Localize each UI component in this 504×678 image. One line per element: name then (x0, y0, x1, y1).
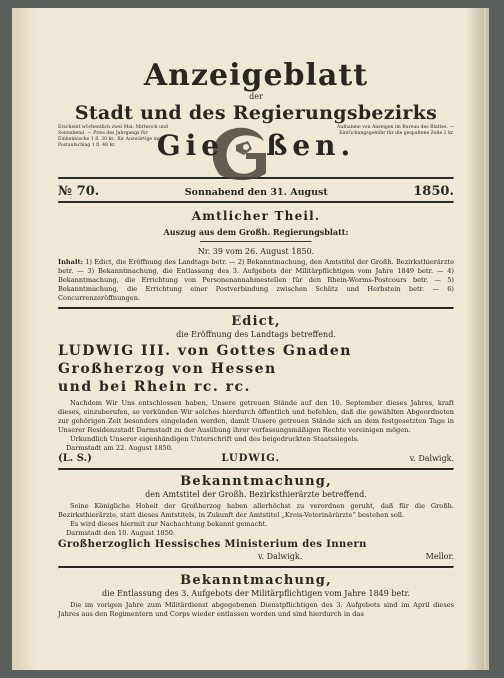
city-name-right: ßen. (266, 129, 356, 162)
binding-shadow (12, 8, 36, 670)
newspaper-page (12, 8, 484, 670)
notice1-heading: Bekanntmachung, (180, 474, 332, 489)
contents-label: Inhalt: (58, 258, 83, 266)
edict-ruler-line-2: und bei Rhein rc. rc. (58, 379, 251, 395)
edict-signature-row (58, 453, 454, 464)
section-rule-2 (58, 468, 454, 471)
masthead-note-right: Aufnahme von Anzeigen im Bureau des Blattes. — Einrückungsgebühr für die gespaltene Zeile 2 kr. (337, 125, 454, 136)
notice2-subheading: die Entlassung des 3. Aufgebots der Militärpflichtigen vom Jahre 1849 betr. (102, 589, 410, 598)
edict-countersign: v. Dalwigk. (409, 454, 454, 463)
edict-signature-note: Urkundlich Unserer eigenhändigen Unterschrift und des beigedruckten Staatssiegels. (70, 435, 360, 443)
city-name-left: Gie (156, 129, 225, 162)
masthead-city-row (58, 125, 454, 169)
issue-rule (58, 201, 454, 204)
edict-body: Nachdem Wir Uns entschlossen haben, Unsere getreuen Stände auf den 10. September dieses Jahres, kraft dieses, einzuberufen, so verkünden Wir solches hierdurch öffentlich und befehlen, daß die gewählten Abgeordneten zur gehörigen Zeit besonders eingeladen werden, damit Unsere getreuen Stände sich an dem festgesetzten Tage in Unserer Residenzstadt Darmstadt zu der Ausübung ihrer verfassungsmäßigen Rechte vereinigen mögen. (58, 399, 454, 434)
masthead-city-name (58, 129, 454, 162)
masthead-note-left: Erscheint wöchentlich zwei Mal: Mittwoch und Sonnabend. — Preis des Jahrgangs für Einheimische 1 fl. 30 kr., für Auswärtige incl. Postaufschlag 1 fl. 48 kr. (58, 125, 168, 148)
notice1-sign2: Mellor. (425, 552, 454, 561)
excerpt-reference: Nr. 39 vom 26. August 1850. (197, 247, 315, 256)
masthead-der: der (249, 92, 263, 101)
notice1-signature-row (58, 551, 454, 562)
notice1-subheading: den Amtstitel der Großh. Bezirksthierärzte betreffend. (145, 490, 367, 499)
masthead-subtitle: Stadt und des Regierungsbezirks (74, 102, 438, 124)
notice2-body: Die im vorigen Jahre zum Militärdienst abgegebenen Dienstpflichtigen des 3. Aufgebots sind im April dieses Jahres aus den Regimentern und Corps wieder entlassen worden und sind hierdurch in das (58, 601, 454, 618)
page-edge (466, 8, 484, 670)
contents-paragraph (58, 258, 454, 303)
excerpt-rule (200, 241, 312, 243)
edict-signature: LUDWIG. (221, 453, 280, 464)
section-rule-3 (58, 566, 454, 569)
edict-ruler-line-1: LUDWIG III. von Gottes Gnaden Großherzog von Hessen (58, 343, 352, 377)
edict-heading: Edict, (231, 314, 281, 329)
notice1-place-date: Darmstadt den 10. August 1850. (66, 529, 176, 537)
section-rule-1 (58, 307, 454, 310)
issue-year: 1850. (413, 184, 454, 199)
notice2-heading: Bekanntmachung, (180, 573, 332, 588)
edict-seal: (L. S.) (58, 453, 92, 464)
notice1-sign: v. Dalwigk. (258, 552, 303, 561)
masthead-title: Anzeigeblatt (143, 58, 369, 93)
official-section-heading: Amtlicher Theil. (191, 209, 321, 223)
notice1-ministry: Großherzoglich Hessisches Ministerium des Innern (58, 539, 367, 550)
issue-line (58, 184, 454, 199)
issue-number: № 70. (58, 184, 100, 199)
edict-subheading: die Eröffnung des Landtags betreffend. (176, 330, 336, 339)
notice1-closing: Es wird dieses hiermit zur Nachachtung bekannt gemacht. (70, 520, 268, 528)
issue-date: Sonnabend den 31. August (184, 187, 328, 198)
excerpt-heading: Auszug aus dem Großh. Regierungsblatt: (163, 227, 349, 237)
contents-text: 1) Edict, die Eröffnung des Landtags betr. — 2) Bekanntmachung, den Amtstitel der Großh. Bezirksthierärzte betr. — 3) Bekanntmachung, die Entlassung des 3. Aufgebots der Militärpflichtigen vom Jahre 1849 betr. — 4) Bekanntmachung, die Errichtung von Personenannahmestellen für den Rhein-Worms-Postcours betr. — 5) Bekanntmachung, die Errichtung einer Postverbindung zwischen Schlitz und Herbstein betr. — 6) Concurrenzeröffnungen. (58, 258, 454, 302)
page-content (58, 8, 454, 619)
notice1-body: Seine Königliche Hoheit der Großherzog haben allerhöchst zu verordnen geruht, daß für die Großh. Bezirksthierärzte, statt dieses Amtstitels, in Zukunft der Amtstitel „Kreis-Veterinärärzte“ bestehen soll. (58, 502, 454, 519)
edict-place-date: Darmstadt am 22. August 1850. (66, 444, 173, 452)
